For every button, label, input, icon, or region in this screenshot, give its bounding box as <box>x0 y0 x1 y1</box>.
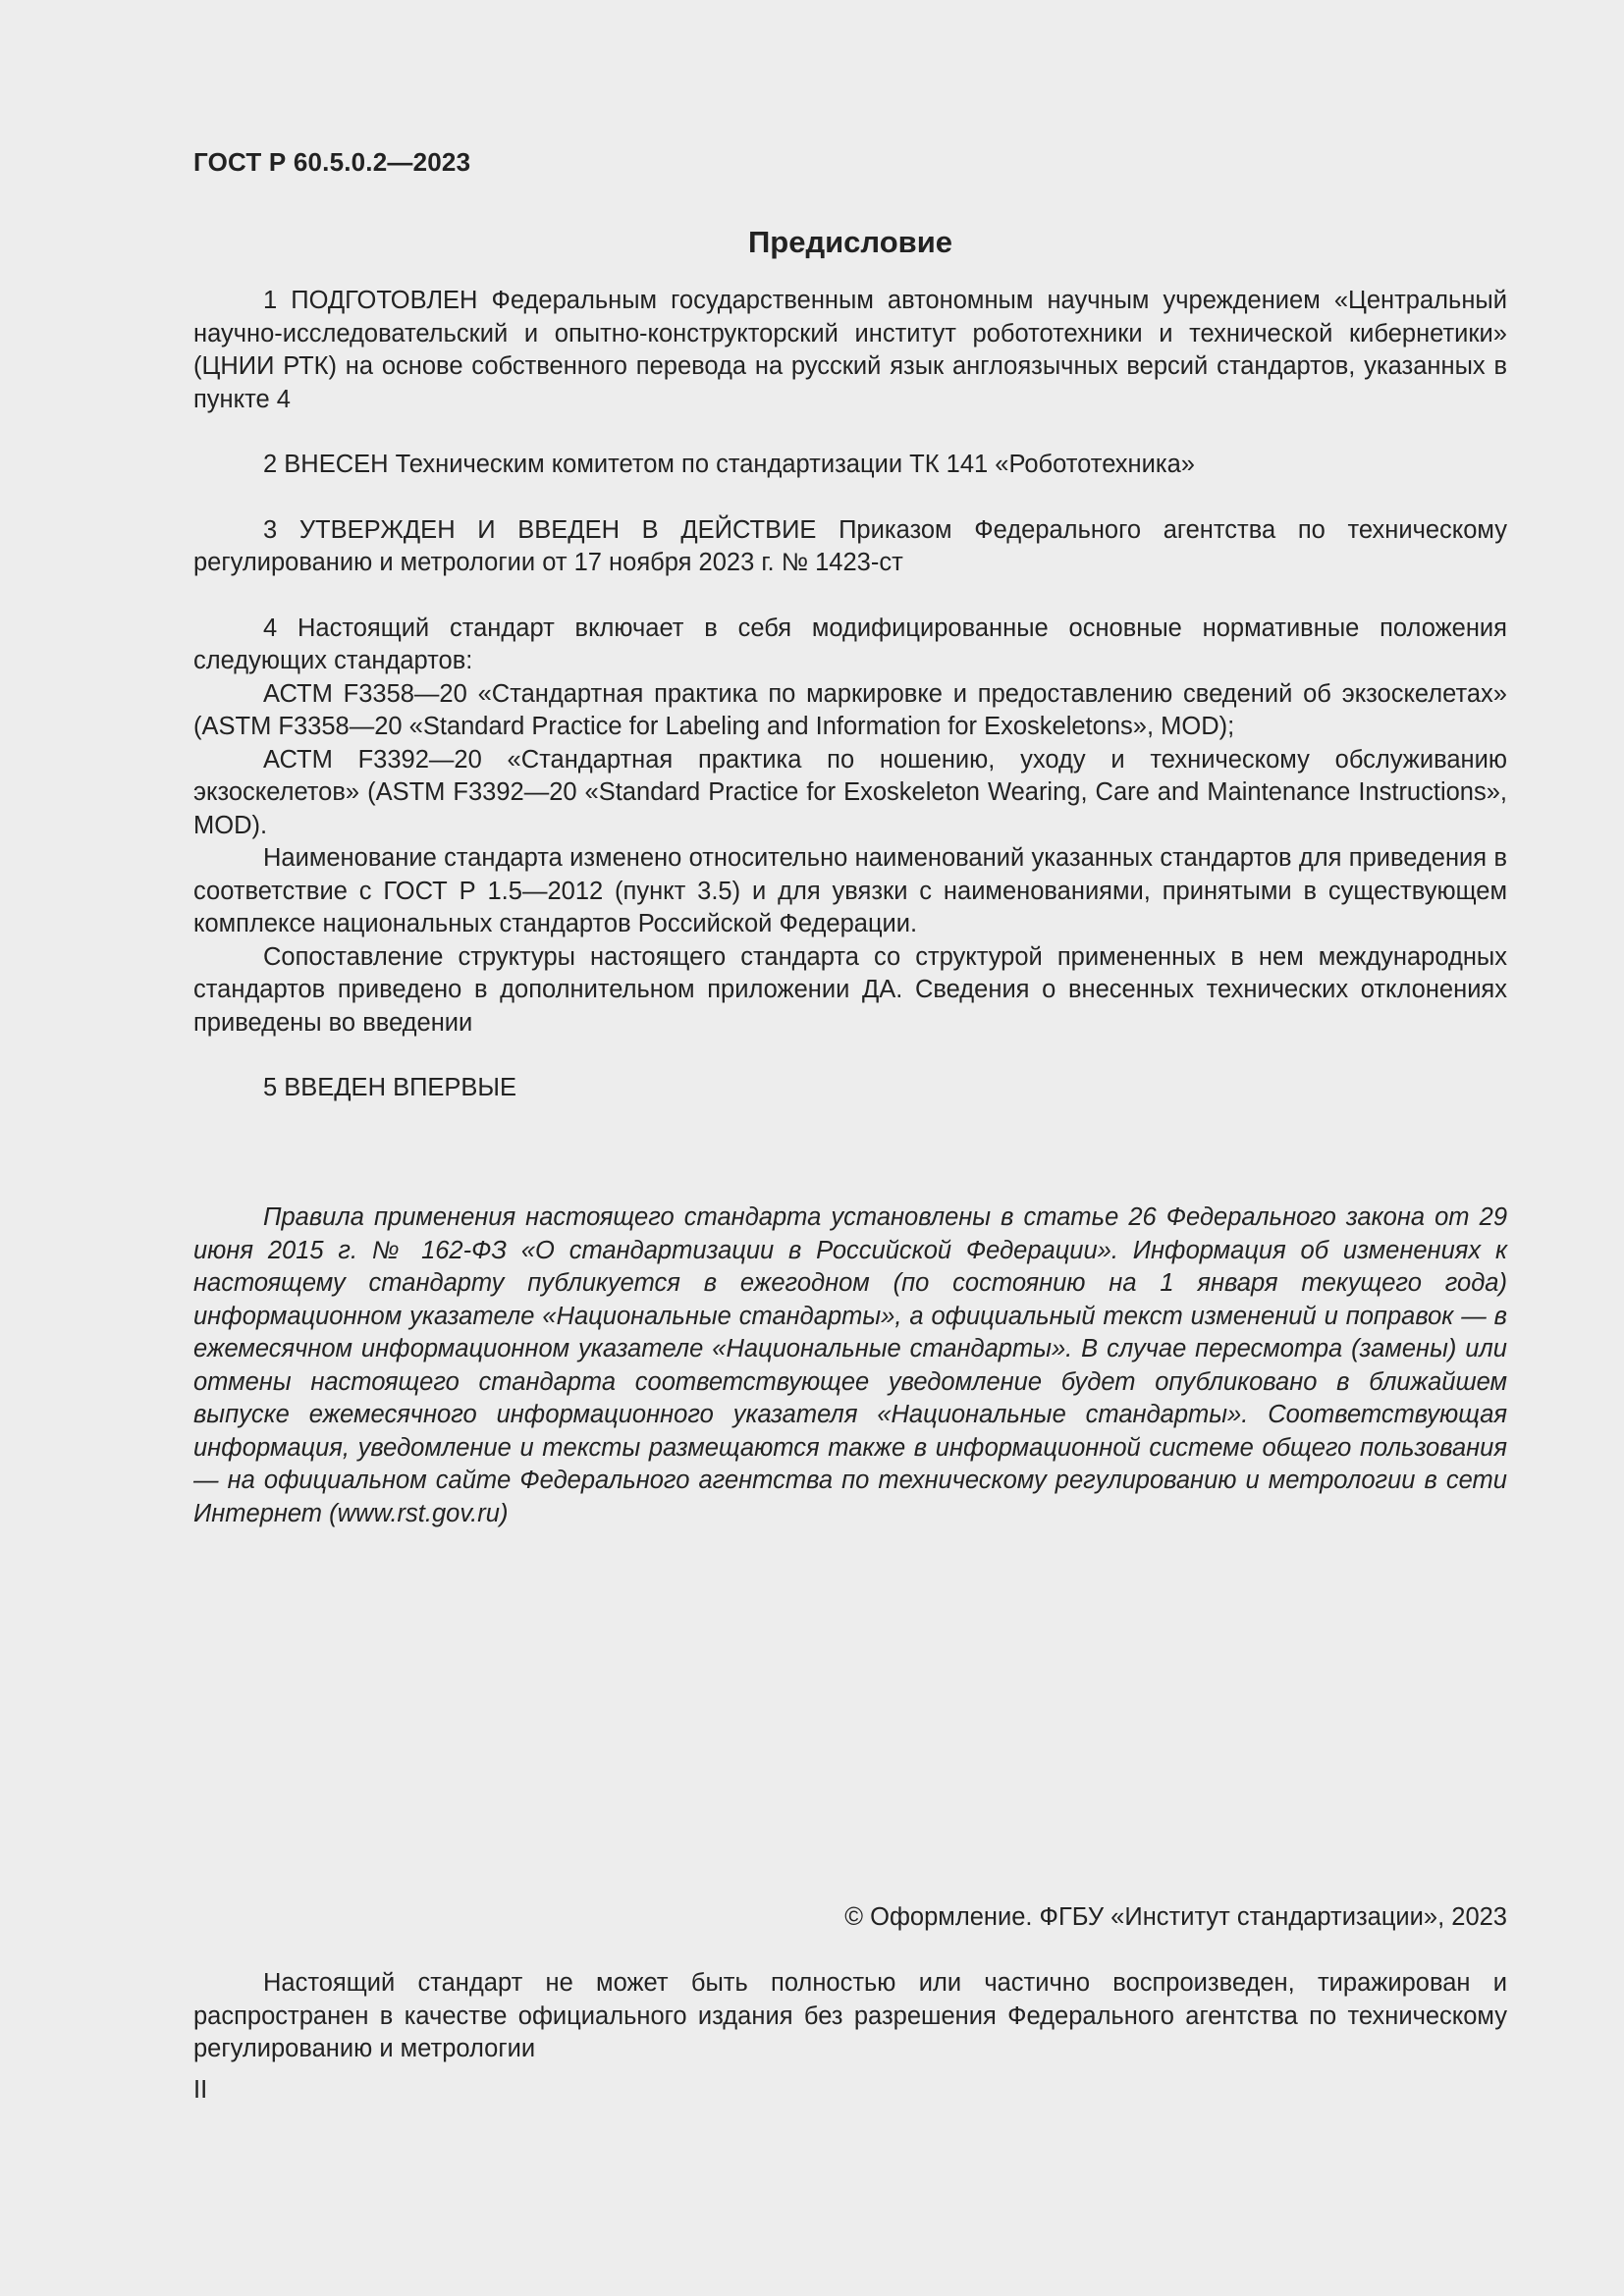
paragraph-3: 3 УТВЕРЖДЕН И ВВЕДЕН В ДЕЙСТВИЕ Приказом Федерального агентства по техническому регулированию и метрологии от 17 ноября 2023 г. № 1423-ст <box>193 515 1507 576</box>
paragraph-gap <box>193 416 1507 449</box>
paragraph-4-standard-1: АСТМ F3358—20 «Стандартная практика по маркировке и предоставлению сведений об экзоскелетах» (ASTM F3358—20 «Standard Practice for Labeling and Information for Exoskeletons», MOD); <box>193 679 1507 740</box>
paragraph-5: 5 ВВЕДЕН ВПЕРВЫЕ <box>263 1074 517 1101</box>
paragraph-4-comparison: Сопоставление структуры настоящего стандарта со структурой примененных в нем международных стандартов приведено в дополнительном приложении ДА. Сведения о внесенных технических отклонениях приведены во введении <box>193 942 1507 1037</box>
page-number: II <box>193 2076 208 2104</box>
paragraph-gap <box>193 580 1507 613</box>
paragraph-4-intro: 4 Настоящий стандарт включает в себя модифицированные основные нормативные положения следующих стандартов: <box>193 614 1507 674</box>
page-title: Предисловие <box>747 225 952 259</box>
application-rules-notice: Правила применения настоящего стандарта установлены в статье 26 Федерального закона от 29 июня 2015 г. № 162-ФЗ «О стандартизации в Российской Федерации». Информация об изменениях к настоящему стандарту публикуется в ежегодном (по состоянию на 1 января текущего года) информационном указателе «Национальные стандарты», а официальный текст изменений и поправок — в ежемесячном информационном указателе «Национальные стандарты». В случае пересмотра (замены) или отмены настоящего стандарта соответствующее уведомление будет опубликовано в ближайшем выпуске ежемесячного информационного указателя «Национальные стандарты». Соответствующая информация, уведомление и тексты размещаются также в информационной системе общего пользования — на официальном сайте Федерального агентства по техническому регулированию и метрологии в сети Интернет (www.rst.gov.ru) <box>193 1203 1507 1527</box>
standard-id-header: ГОСТ Р 60.5.0.2—2023 <box>193 147 471 177</box>
paragraph-4-name-change: Наименование стандарта изменено относительно наименований указанных стандартов для приведения в соответствие с ГОСТ Р 1.5—2012 (пункт 3.5) и для увязки с наименованиями, принятыми в существующем комплексе национальных стандартов Российской Федерации. <box>193 844 1507 937</box>
paragraph-2: 2 ВНЕСЕН Техническим комитетом по стандартизации ТК 141 «Робототехника» <box>263 451 1195 478</box>
paragraph-gap <box>193 1040 1507 1072</box>
copyright-line: © Оформление. ФГБУ «Институт стандартизации», 2023 <box>844 1903 1507 1931</box>
foreword-body <box>193 285 1507 1105</box>
paragraph-gap <box>193 482 1507 514</box>
paragraph-4-standard-2: АСТМ F3392—20 «Стандартная практика по ношению, уходу и техническому обслуживанию экзоскелетов» (ASTM F3392—20 «Standard Practice for Exoskeleton Wearing, Care and Maintenance Instructions», MOD). <box>193 745 1507 839</box>
paragraph-1: 1 ПОДГОТОВЛЕН Федеральным государственным автономным научным учреждением «Центральный научно-исследовательский и опытно-конструкторский институт робототехники и технической кибернетики» (ЦНИИ РТК) на основе собственного перевода на русский язык англоязычных версий стандартов, указанных в пункте 4 <box>193 287 1507 413</box>
reproduction-rights-notice: Настоящий стандарт не может быть полностью или частично воспроизведен, тиражирован и распространен в качестве официального издания без разрешения Федерального агентства по техническому регулированию и метрологии <box>193 1969 1507 2062</box>
